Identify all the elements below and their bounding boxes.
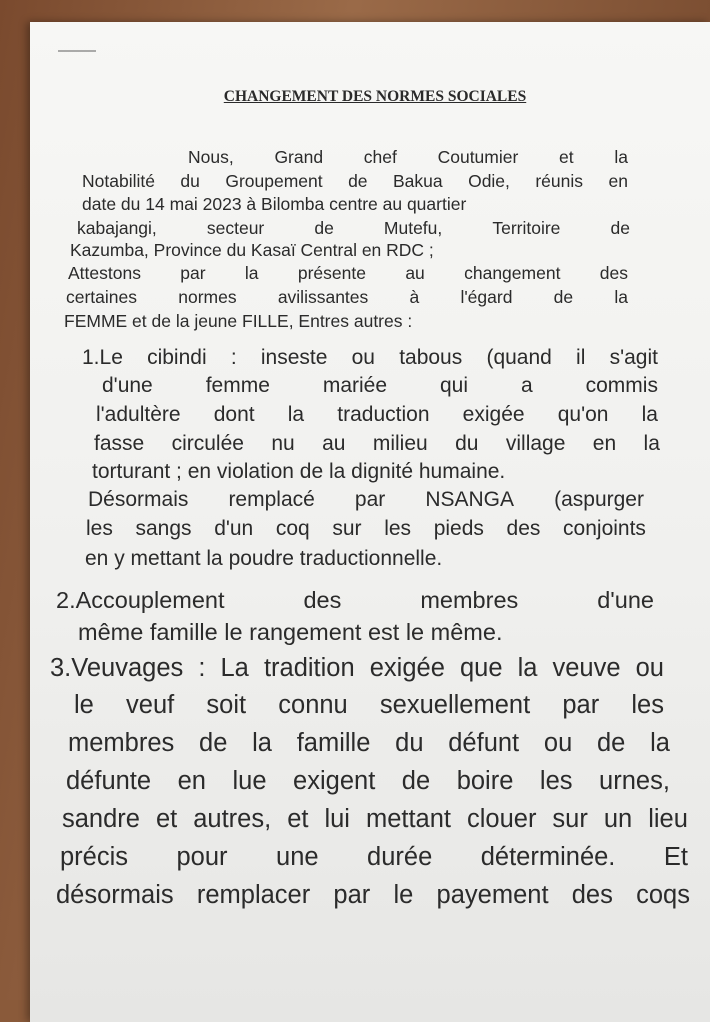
- item1-line: les sangs d'un coq sur les pieds des conjoints: [86, 517, 646, 540]
- intro-line: kabajangi, secteur de Mutefu, Territoire de: [77, 218, 630, 238]
- item1-line: fasse circulée nu au milieu du village en la: [94, 432, 660, 455]
- item1-line: l'adultère dont la traduction exigée qu'on la: [96, 403, 658, 426]
- item1-line: torturant ; en violation de la dignité humaine.: [92, 460, 506, 483]
- item3-line: le veuf soit connu sexuellement par les: [74, 691, 664, 719]
- intro-line: Notabilité du Groupement de Bakua Odie, réunis en: [82, 171, 628, 191]
- document-page: [30, 22, 710, 1022]
- pen-mark: [58, 50, 96, 52]
- item1-line: en y mettant la poudre traductionnelle.: [85, 547, 443, 570]
- item3-line: précis pour une durée déterminée. Et: [60, 843, 688, 871]
- item1-line: Désormais remplacé par NSANGA (aspurger: [88, 488, 644, 511]
- intro-line: Nous, Grand chef Coutumier et la: [188, 147, 628, 167]
- document-title: CHANGEMENT DES NORMES SOCIALES: [223, 88, 527, 105]
- item3-line: sandre et autres, et lui mettant clouer sur un lieu: [62, 805, 688, 833]
- item3-line: 3.Veuvages : La tradition exigée que la veuve ou: [50, 654, 664, 682]
- intro-line: certaines normes avilissantes à l'égard de la: [66, 287, 628, 307]
- item2-line: même famille le rangement est le même.: [78, 619, 503, 645]
- intro-line: Kazumba, Province du Kasaï Central en RDC ;: [70, 240, 434, 260]
- intro-line: date du 14 mai 2023 à Bilomba centre au quartier: [82, 194, 467, 214]
- item1-line: 1.Le cibindi : inseste ou tabous (quand il s'agit: [82, 346, 658, 369]
- item1-line: d'une femme mariée qui a commis: [102, 374, 658, 397]
- item3-line: membres de la famille du défunt ou de la: [68, 729, 670, 757]
- item3-line: désormais remplacer par le payement des coqs: [56, 881, 690, 909]
- item2-line: 2.Accouplement des membres d'une: [56, 587, 654, 613]
- item3-line: défunte en lue exigent de boire les urnes,: [66, 767, 670, 795]
- intro-line: Attestons par la présente au changement des: [68, 263, 628, 283]
- intro-line: FEMME et de la jeune FILLE, Entres autres :: [64, 311, 413, 331]
